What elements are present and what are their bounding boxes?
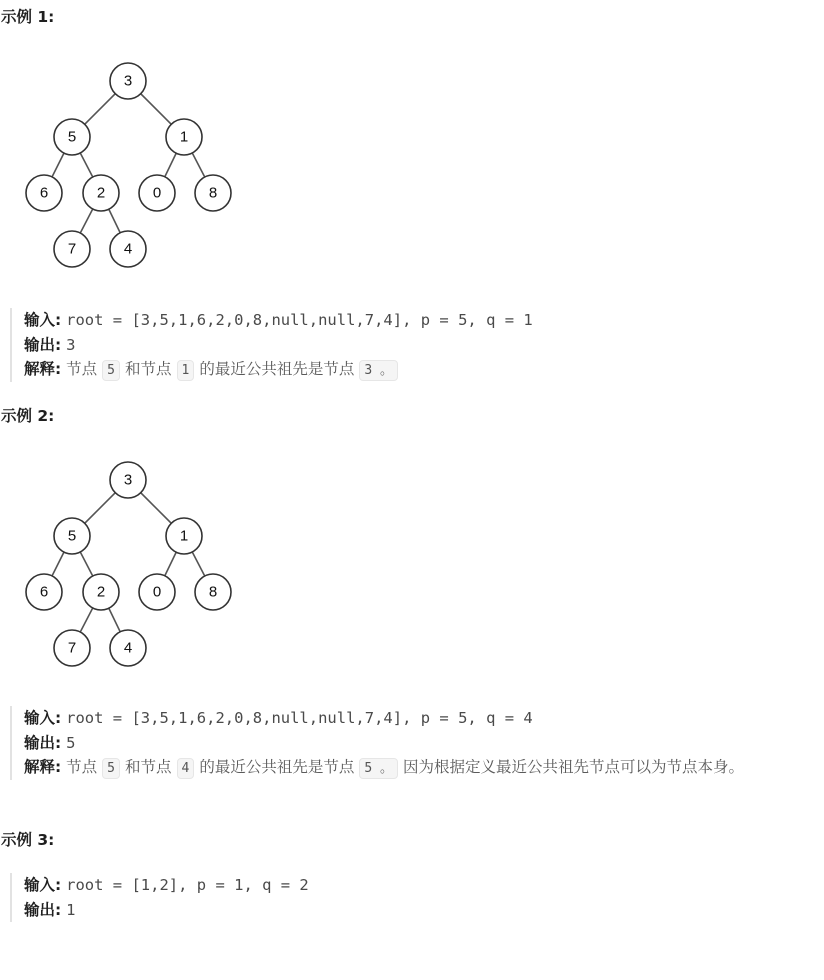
tree-node-label: 1 <box>179 527 189 545</box>
example-2-tree-diagram <box>20 457 240 687</box>
inline-code: 1 <box>177 360 195 381</box>
output-value: 5 <box>66 733 76 752</box>
explanation-line <box>24 357 824 382</box>
explanation-text: 和节点 <box>124 360 172 378</box>
tree-node-label: 3 <box>123 72 133 90</box>
input-label: 输入: <box>24 311 62 329</box>
explanation-text: 的最近公共祖先是节点 <box>199 758 355 776</box>
tree-node-label: 4 <box>123 639 133 657</box>
inline-code: 4 <box>177 758 195 779</box>
example-1-title: 示例 1: <box>1 8 55 26</box>
input-line <box>24 308 824 333</box>
output-line <box>24 731 824 756</box>
output-line <box>24 333 824 358</box>
output-value: 1 <box>66 900 76 919</box>
inline-code: 3 。 <box>359 360 398 381</box>
output-value: 3 <box>66 335 76 354</box>
example-2-title: 示例 2: <box>1 407 55 425</box>
input-label: 输入: <box>24 709 62 727</box>
explanation-text: 节点 <box>66 360 98 378</box>
tree-node-label: 8 <box>208 184 218 202</box>
output-line <box>24 898 824 923</box>
explanation-line <box>24 755 814 780</box>
example-3-io-block <box>10 873 824 922</box>
tree-node-label: 6 <box>39 184 49 202</box>
input-line <box>24 873 824 898</box>
input-value: root = [1,2], p = 1, q = 2 <box>66 876 309 894</box>
inline-code: 5 <box>102 758 120 779</box>
example-2-io-block <box>10 706 824 780</box>
inline-code: 5 。 <box>359 758 398 779</box>
example-1-tree-diagram <box>20 58 240 288</box>
explanation-text: 节点 <box>66 758 98 776</box>
explanation-label: 解释: <box>24 758 62 776</box>
tree-node-label: 1 <box>179 128 189 146</box>
tree-node-label: 3 <box>123 471 133 489</box>
tree-node-label: 7 <box>67 240 77 258</box>
input-value: root = [3,5,1,6,2,0,8,null,null,7,4], p = 5, q = 4 <box>66 709 533 727</box>
example-3-title: 示例 3: <box>1 831 55 849</box>
output-label: 输出: <box>24 733 62 752</box>
tree-node-label: 2 <box>96 184 106 202</box>
tree-node-label: 2 <box>96 583 106 601</box>
inline-code: 5 <box>102 360 120 381</box>
tree-node-label: 8 <box>208 583 218 601</box>
output-label: 输出: <box>24 900 62 919</box>
explanation-label: 解释: <box>24 360 62 378</box>
tree-node-label: 5 <box>67 527 77 545</box>
tree-node-label: 0 <box>152 184 162 202</box>
input-value: root = [3,5,1,6,2,0,8,null,null,7,4], p = 5, q = 1 <box>66 311 533 329</box>
example-1-io-block <box>10 308 824 382</box>
tree-node-label: 6 <box>39 583 49 601</box>
tree-node-label: 0 <box>152 583 162 601</box>
explanation-text: 的最近公共祖先是节点 <box>199 360 355 378</box>
explanation-text: 和节点 <box>124 758 172 776</box>
tree-node-label: 4 <box>123 240 133 258</box>
input-line <box>24 706 824 731</box>
tree-node-label: 5 <box>67 128 77 146</box>
tree-node-label: 7 <box>67 639 77 657</box>
explanation-text: 因为根据定义最近公共祖先节点可以为节点本身。 <box>403 758 745 776</box>
output-label: 输出: <box>24 335 62 354</box>
input-label: 输入: <box>24 876 62 894</box>
